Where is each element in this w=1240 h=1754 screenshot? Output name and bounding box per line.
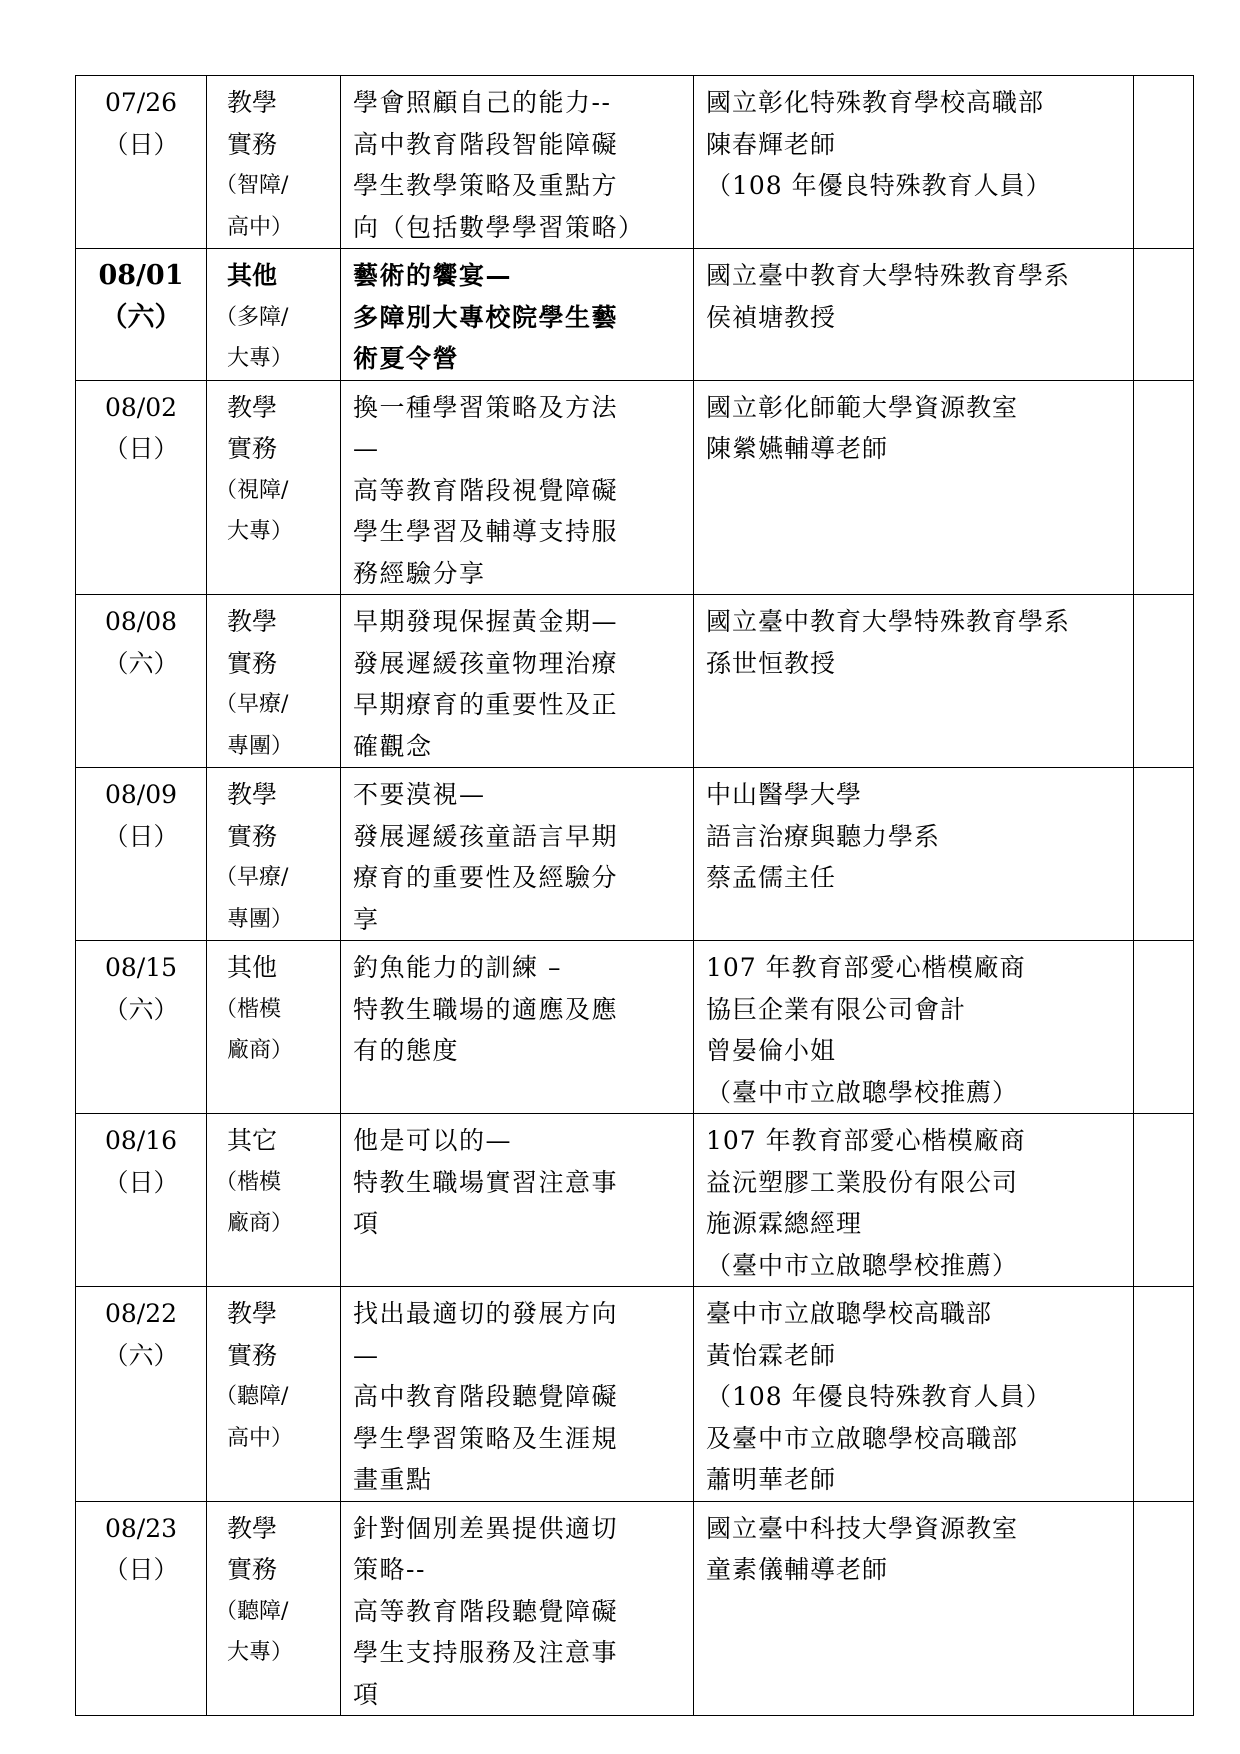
- speaker-cell: [694, 380, 1134, 595]
- topic-line: 術夏令營: [353, 344, 460, 373]
- notes-cell: [1134, 768, 1194, 941]
- topic-line: 高中教育階段智能障礙: [353, 129, 619, 159]
- speaker-line: 陳縈嬿輔導老師: [706, 434, 889, 463]
- topic-line: 高中教育階段聽覺障礙: [353, 1382, 619, 1411]
- speaker-line: 益沅塑膠工業股份有限公司: [706, 1167, 1019, 1197]
- category-line: 大專）: [227, 1640, 294, 1665]
- notes-cell: [1134, 380, 1194, 595]
- speaker-line: （臺中市立啟聰學校推薦）: [706, 1077, 1019, 1107]
- topic-line: 高等教育階段聽覺障礙: [353, 1596, 619, 1626]
- date-cell: [76, 249, 207, 381]
- category-line: 專團）: [227, 733, 294, 759]
- topic-line: 學會照顧自己的能力--: [353, 88, 612, 117]
- category-cell: [207, 249, 341, 381]
- topic-line: 高等教育階段視覺障礙: [353, 475, 619, 505]
- category-line: 廠商）: [227, 1211, 294, 1236]
- topic-cell: [341, 595, 694, 768]
- topic-line: 確觀念: [353, 731, 433, 761]
- category-cell: [207, 1287, 341, 1502]
- category-line: （早療/: [215, 865, 289, 890]
- topic-line: 享: [353, 904, 380, 934]
- notes-cell: [1134, 249, 1194, 381]
- date-cell: [76, 941, 207, 1114]
- category-line: 其他: [227, 261, 278, 290]
- speaker-line: 國立臺中教育大學特殊教育學系: [706, 607, 1071, 636]
- category-line: 教學: [227, 392, 278, 422]
- date-cell: [76, 76, 207, 249]
- topic-line: 多障別大專校院學生藝: [353, 302, 619, 332]
- speaker-cell: [694, 768, 1134, 941]
- date-cell: [76, 1287, 207, 1502]
- speaker-line: 黃怡霖老師: [706, 1340, 837, 1370]
- category-line: 實務: [227, 648, 278, 678]
- speaker-line: 國立臺中科技大學資源教室: [706, 1513, 1019, 1543]
- category-cell: [207, 76, 341, 249]
- topic-cell: [341, 76, 694, 249]
- category-line: 其它: [227, 1126, 278, 1155]
- category-line: （多障/: [215, 304, 289, 330]
- category-line: （聽障/: [215, 1598, 289, 1624]
- category-cell: [207, 380, 341, 595]
- topic-line: 發展遲緩孩童物理治療: [353, 648, 619, 678]
- topic-line: 早期療育的重要性及正: [353, 690, 619, 719]
- topic-line: 特教生職場的適應及應: [353, 994, 619, 1024]
- category-line: 教學: [227, 780, 278, 809]
- topic-line: 學生教學策略及重點方: [353, 171, 619, 200]
- category-line: 實務: [227, 1340, 278, 1370]
- topic-line: 他是可以的—: [353, 1126, 513, 1155]
- topic-cell: [341, 1287, 694, 1502]
- table-row: [76, 768, 1194, 941]
- table-row: [76, 380, 1194, 595]
- topic-line: 務經驗分享: [353, 558, 486, 588]
- category-cell: [207, 1114, 341, 1287]
- speaker-line: 協巨企業有限公司會計: [706, 994, 967, 1024]
- topic-line: 學生支持服務及注意事: [353, 1638, 619, 1667]
- speaker-cell: [694, 1287, 1134, 1502]
- speaker-line: 蔡孟儒主任: [706, 863, 837, 892]
- topic-line: 項: [353, 1679, 380, 1709]
- topic-line: 向（包括數學學習策略）: [353, 212, 645, 242]
- category-line: （楷模: [215, 1169, 282, 1195]
- topic-cell: [341, 380, 694, 595]
- topic-line: 發展遲緩孩童語言早期: [353, 821, 619, 851]
- category-line: 大專）: [227, 519, 294, 544]
- date-text: 08/08: [104, 607, 178, 636]
- category-cell: [207, 1501, 341, 1716]
- speaker-line: 及臺中市立啟聰學校高職部: [706, 1423, 1019, 1453]
- date-cell: [76, 380, 207, 595]
- category-cell: [207, 768, 341, 941]
- table-row: [76, 249, 1194, 381]
- category-line: 實務: [227, 129, 278, 159]
- speaker-line: 孫世恒教授: [706, 648, 837, 678]
- category-line: （視障/: [215, 477, 289, 503]
- category-line: 教學: [227, 1513, 278, 1543]
- speaker-line: 施源霖總經理: [706, 1209, 863, 1238]
- weekday-text: （六）: [103, 1340, 179, 1370]
- topic-cell: [341, 768, 694, 941]
- date-text: 08/16: [104, 1126, 178, 1155]
- speaker-line: 侯禎塘教授: [706, 302, 837, 332]
- category-line: 教學: [227, 1299, 278, 1328]
- category-line: （早療/: [215, 692, 289, 717]
- category-line: （聽障/: [215, 1384, 289, 1409]
- notes-cell: [1134, 1287, 1194, 1502]
- speaker-cell: [694, 941, 1134, 1114]
- topic-line: 策略--: [353, 1555, 426, 1584]
- speaker-cell: [694, 1114, 1134, 1287]
- speaker-line: 童素儀輔導老師: [706, 1555, 889, 1584]
- speaker-cell: [694, 595, 1134, 768]
- topic-line: 有的態度: [353, 1036, 460, 1065]
- table-row: [76, 595, 1194, 768]
- weekday-text: （日）: [103, 129, 179, 159]
- topic-line: 學生學習及輔導支持服: [353, 517, 619, 546]
- date-text: 08/09: [104, 780, 178, 809]
- speaker-line: 107 年教育部愛心楷模廠商: [706, 953, 1026, 982]
- speaker-line: 陳春輝老師: [706, 129, 837, 159]
- speaker-line: （臺中市立啟聰學校推薦）: [706, 1250, 1019, 1280]
- topic-line: 學生學習策略及生涯規: [353, 1423, 619, 1453]
- date-cell: [76, 1501, 207, 1716]
- category-line: 實務: [227, 821, 278, 851]
- date-cell: [76, 1114, 207, 1287]
- category-line: 其他: [227, 953, 278, 982]
- topic-line: 藝術的饗宴—: [353, 261, 513, 290]
- category-line: 專團）: [227, 906, 294, 932]
- notes-cell: [1134, 1501, 1194, 1716]
- weekday-text: （六）: [100, 301, 182, 333]
- date-text: 07/26: [104, 88, 178, 117]
- table-row: [76, 1501, 1194, 1716]
- date-cell: [76, 595, 207, 768]
- category-cell: [207, 595, 341, 768]
- category-line: （智障/: [215, 173, 289, 198]
- topic-line: 特教生職場實習注意事: [353, 1167, 619, 1197]
- speaker-line: 中山醫學大學: [706, 780, 863, 809]
- topic-cell: [341, 1501, 694, 1716]
- speaker-line: （108 年優良特殊教育人員）: [706, 171, 1052, 200]
- date-text: 08/02: [104, 392, 178, 422]
- table-row: [76, 941, 1194, 1114]
- category-line: 大專）: [227, 346, 294, 371]
- schedule-body: [76, 76, 1194, 1716]
- speaker-cell: [694, 1501, 1134, 1716]
- topic-line: —: [353, 434, 380, 463]
- speaker-line: 國立彰化師範大學資源教室: [706, 392, 1019, 422]
- weekday-text: （六）: [103, 648, 179, 678]
- topic-line: 畫重點: [353, 1465, 433, 1494]
- date-text: 08/01: [98, 260, 184, 291]
- category-line: （楷模: [215, 996, 282, 1022]
- category-line: 實務: [227, 1555, 278, 1584]
- topic-line: 釣魚能力的訓練 –: [353, 953, 562, 982]
- speaker-cell: [694, 76, 1134, 249]
- date-cell: [76, 768, 207, 941]
- topic-line: 療育的重要性及經驗分: [353, 863, 619, 892]
- weekday-text: （六）: [103, 994, 179, 1024]
- topic-cell: [341, 249, 694, 381]
- topic-line: 換一種學習策略及方法: [353, 392, 619, 422]
- category-line: 高中）: [227, 1425, 294, 1451]
- category-line: 實務: [227, 434, 278, 463]
- topic-line: 不要漠視—: [353, 780, 486, 809]
- speaker-line: 曾晏倫小姐: [706, 1036, 837, 1065]
- weekday-text: （日）: [103, 1555, 179, 1584]
- speaker-line: 國立彰化特殊教育學校高職部: [706, 88, 1045, 117]
- table-row: [76, 76, 1194, 249]
- topic-line: —: [353, 1340, 380, 1370]
- notes-cell: [1134, 595, 1194, 768]
- weekday-text: （日）: [103, 434, 179, 463]
- speaker-cell: [694, 249, 1134, 381]
- date-text: 08/22: [104, 1299, 178, 1328]
- category-line: 教學: [227, 607, 278, 636]
- weekday-text: （日）: [103, 821, 179, 851]
- topic-line: 項: [353, 1209, 380, 1238]
- speaker-line: 語言治療與聽力學系: [706, 821, 941, 851]
- schedule-table: [75, 75, 1194, 1716]
- date-text: 08/15: [104, 953, 178, 982]
- speaker-line: 國立臺中教育大學特殊教育學系: [706, 261, 1071, 290]
- table-row: [76, 1114, 1194, 1287]
- topic-cell: [341, 1114, 694, 1287]
- speaker-line: （108 年優良特殊教育人員）: [706, 1382, 1052, 1411]
- table-row: [76, 1287, 1194, 1502]
- speaker-line: 臺中市立啟聰學校高職部: [706, 1299, 993, 1328]
- topic-line: 找出最適切的發展方向: [353, 1299, 619, 1328]
- speaker-line: 蕭明華老師: [706, 1465, 837, 1494]
- weekday-text: （日）: [103, 1167, 179, 1197]
- topic-line: 針對個別差異提供適切: [353, 1513, 619, 1543]
- category-line: 高中）: [227, 214, 294, 240]
- topic-cell: [341, 941, 694, 1114]
- notes-cell: [1134, 1114, 1194, 1287]
- category-cell: [207, 941, 341, 1114]
- notes-cell: [1134, 76, 1194, 249]
- topic-line: 早期發現保握黃金期—: [353, 607, 619, 636]
- category-line: 教學: [227, 88, 278, 117]
- date-text: 08/23: [104, 1513, 178, 1543]
- speaker-line: 107 年教育部愛心楷模廠商: [706, 1126, 1026, 1155]
- category-line: 廠商）: [227, 1038, 294, 1063]
- notes-cell: [1134, 941, 1194, 1114]
